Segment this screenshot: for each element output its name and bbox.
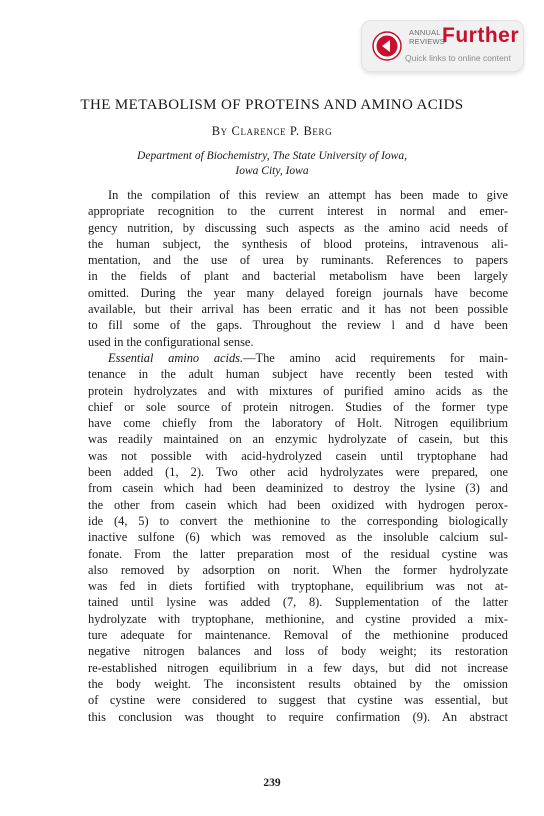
body-line: protein hydrolyzates and with mixtures of purified amino acids as the xyxy=(88,383,508,398)
body-line: was not possible with acid-hydrolyzed casein until tryptophane had xyxy=(88,448,508,463)
further-links-badge[interactable] xyxy=(361,20,524,72)
body-line: In the compilation of this review an attempt has been made to give xyxy=(108,188,508,202)
body-line: inactive sulfone (6) which was removed as the insoluble calcium sul- xyxy=(88,530,508,545)
body-line: available, but their arrival has been erratic and it has not been possible xyxy=(88,302,508,317)
body-line: the body weight. The inconsistent results obtained by the omission xyxy=(88,676,508,691)
body-line: omitted. During the year many delayed foreign journals have become xyxy=(88,285,508,300)
body-line: appropriate recognition to the current interest in normal and emer- xyxy=(88,204,508,219)
body-line: —The amino acid requirements for main- xyxy=(243,350,509,365)
author-line: By Clarence P. Berg xyxy=(211,124,333,138)
body-line: fonate. From the latter preparation most of the residual cystine was xyxy=(88,546,508,561)
article-body xyxy=(88,187,508,725)
body-line: the human subject, the synthesis of blood proteins, intravenous ali- xyxy=(88,236,508,251)
body-line: the other from casein which had been oxidized with hydrogen perox- xyxy=(88,497,508,512)
body-line: re-established nitrogen equilibrium in a few days, but did not increase xyxy=(88,660,508,675)
body-line: chief or sole source of protein nitrogen. Studies of the former type xyxy=(88,399,508,414)
body-line: this conclusion was thought to require confirmation (9). An abstract xyxy=(88,709,508,724)
body-line: ide (4, 5) to convert the methionine to the corresponding biologically xyxy=(88,513,508,528)
body-line: used in the configurational sense. xyxy=(88,334,254,349)
body-line: have come chiefly from the laboratory of Holt. Nitrogen equilibrium xyxy=(88,416,508,431)
body-line: in the fields of plant and bacterial metabolism have been largely xyxy=(88,269,508,284)
body-line: hydrolyzate with tryptophane, methionine, and cystine provided a mix- xyxy=(88,611,508,626)
body-line: was readily maintained on an enzymic hydrolyzate of casein, but this xyxy=(88,432,508,447)
affiliation xyxy=(0,149,544,179)
body-line: to fill some of the gaps. Throughout the review l and d have been xyxy=(88,318,508,333)
annual-reviews-label: ANNUAL REVIEWS xyxy=(409,28,445,46)
body-line: mentation, and the use of urea by ruminants. References to papers xyxy=(88,253,508,268)
quick-links-label: Quick links to online content xyxy=(405,53,511,63)
affiliation-line-2: Iowa City, Iowa xyxy=(235,165,309,177)
body-line: of cystine were considered to suggest that cystine was essential, but xyxy=(88,693,508,708)
article-title: THE METABOLISM OF PROTEINS AND AMINO ACIDS xyxy=(80,97,464,113)
body-line: from casein which had been deaminized to destroy the lysine (3) and xyxy=(88,481,508,496)
body-line: ture adequate for maintenance. Removal of the methionine produced xyxy=(88,628,508,643)
section-first-line xyxy=(88,350,508,366)
body-line: was fed in diets fortified with tryptophane, equilibrium was not at- xyxy=(88,579,508,594)
page-number: 239 xyxy=(263,777,281,789)
arrow-circle-icon xyxy=(372,31,402,61)
affiliation-line-1: Department of Biochemistry, The State University of Iowa, xyxy=(137,150,407,162)
body-line: negative nitrogen balances and loss of body weight; its restoration xyxy=(88,644,508,659)
section-heading: Essential amino acids. xyxy=(108,350,244,365)
body-line: been added (1, 2). Two other acid hydrolyzates were prepared, one xyxy=(88,465,508,480)
body-line: also removed by adsorption on norit. When the former hydrolyzate xyxy=(88,562,508,577)
further-label: Further xyxy=(442,24,519,47)
body-line: gency nutrition, by discussing such aspects as the amino acid needs of xyxy=(88,220,508,235)
body-line: tained until lysine was added (7, 8). Supplementation of the latter xyxy=(88,595,508,610)
body-line: tenance in the adult human subject have recently been tested with xyxy=(88,367,508,382)
